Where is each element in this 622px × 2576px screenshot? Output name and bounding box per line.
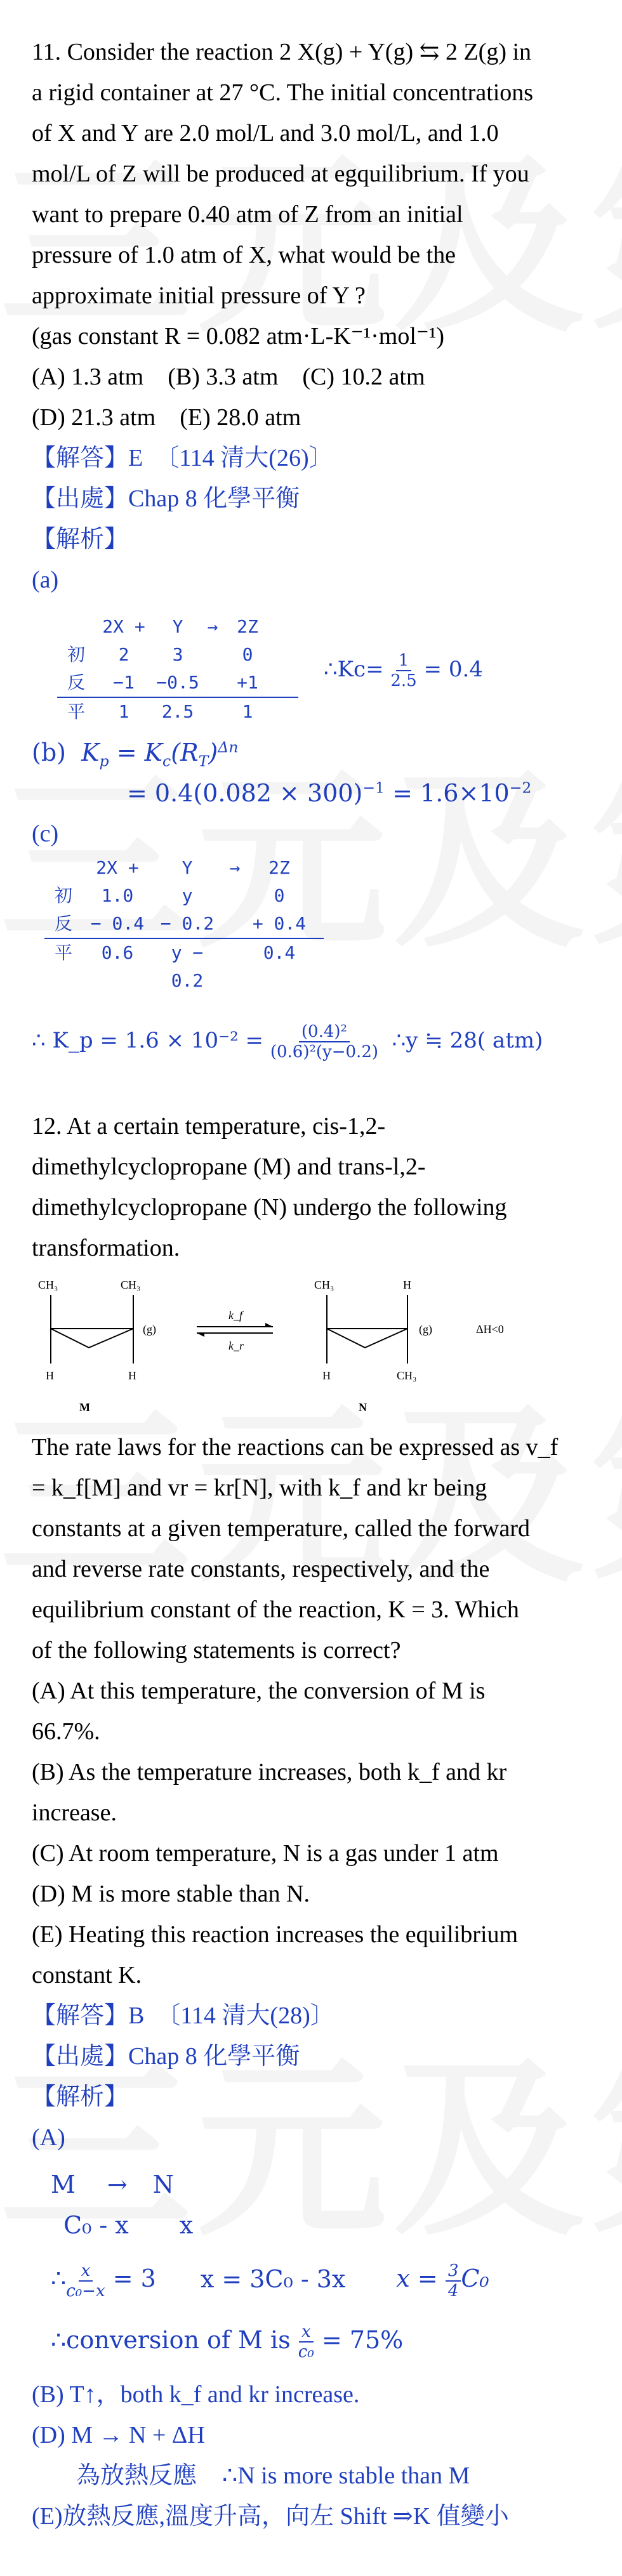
h-label: H xyxy=(322,1369,331,1382)
q12-option: (E) Heating this reaction increases the equilibrium xyxy=(32,1921,519,1948)
q11-line: of X and Y are 2.0 mol/L and 3.0 mol/L, and 1.0 xyxy=(32,120,499,147)
gas-label: (g) xyxy=(143,1323,156,1336)
q12-body-line: = k_f[M] and vr = kr[N], with k_f and kr being xyxy=(32,1475,487,1501)
option-a: (A) 1.3 atm xyxy=(32,364,144,390)
q12-d-line2: 為放熱反應 ∴N is more stable than M xyxy=(76,2462,470,2489)
q12-body-line: The rate laws for the reactions can be expressed as v_f xyxy=(32,1434,559,1461)
q11-part-c-result: ∴ K_p = 1.6 × 10⁻² = $\frac{\text{(0.4)²}}{\text{(0.6)²(y−0.2)}}$ ∴y ≒ 28( atm) xyxy=(32,1022,543,1061)
ch3-label: CH₃ xyxy=(38,1278,58,1291)
q11-part-b-line2: = $0.4(0.082 \times 300)^{-1} = 1.6\times 10^{-2}$ xyxy=(127,779,532,807)
q12-a-conversion: ∴conversion of M is $\frac{x}{\text{c₀}}$ = 75% xyxy=(51,2322,404,2362)
q11-line: (gas constant R = 0.082 atm·L-K⁻¹·mol⁻¹) xyxy=(32,323,444,350)
q11-analysis-label: 【解析】 xyxy=(32,526,129,553)
q12-body-line: constants at a given temperature, called the forward xyxy=(32,1515,530,1542)
q12-a-row1: M → N xyxy=(51,2171,175,2198)
q11-line: approximate initial pressure of Y ? xyxy=(32,282,366,309)
ch3-label: CH₃ xyxy=(121,1278,141,1291)
q12-body-line: of the following statements is correct? xyxy=(32,1637,401,1664)
gas-label: (g) xyxy=(419,1323,432,1336)
q12-b-line: (B) T↑，both k_f and kr increase. xyxy=(32,2381,360,2408)
option-d: (D) 21.3 atm xyxy=(32,404,156,431)
label-n: N xyxy=(359,1401,367,1414)
ch3-label: CH₃ xyxy=(314,1278,334,1291)
q11-line: want to prepare 0.40 atm of Z from an initial xyxy=(32,201,463,228)
q12-option: (A) At this temperature, the conversion of M is xyxy=(32,1678,486,1704)
q11-line: 11. Consider the reaction 2 X(g) + Y(g) ⇆ 2 Z(g) in xyxy=(32,39,532,65)
kr-label: k_r xyxy=(228,1339,244,1352)
q11-part-c-label: (c) xyxy=(32,820,59,847)
q12-option: (C) At room temperature, N is a gas under 1 atm xyxy=(32,1840,499,1867)
q11-options-row2 xyxy=(32,397,597,438)
q11-line: a rigid container at 27 °C. The initial concentrations xyxy=(32,79,534,106)
reaction-scheme-svg xyxy=(32,1275,590,1421)
q11-line: mol/L of Z will be produced at egquilibrium. If you xyxy=(32,161,529,187)
kf-label: k_f xyxy=(228,1309,242,1322)
q11-options-row1 xyxy=(32,357,597,397)
q12-answer: 【解答】B 〔114 清大(28)〕 xyxy=(32,2002,334,2029)
q12-a-eq-row: ∴ $\frac{x}{\text{c₀−x}}$ = 3 x = 3C₀ - 3x x = $\frac{3}{4}$ C₀ xyxy=(51,2261,489,2301)
q12-option: 66.7%. xyxy=(32,1718,100,1745)
h-label: H xyxy=(46,1369,54,1382)
h-label: H xyxy=(128,1369,136,1382)
q11-answer: 【解答】E 〔114 清大(26)〕 xyxy=(32,445,333,471)
q12-part-a-label: (A) xyxy=(32,2124,65,2151)
kc-result: ∴Kc= $\frac{1}{2.5}$ = 0.4 xyxy=(324,650,483,690)
q12-a-row2: C₀ - x x xyxy=(63,2211,194,2239)
reaction-scheme xyxy=(32,1275,597,1421)
h-label: H xyxy=(403,1278,411,1291)
option-b: (B) 3.3 atm xyxy=(168,364,279,390)
q11-part-a-label: (a) xyxy=(32,567,59,593)
question-11 xyxy=(32,32,597,1061)
q12-line: dimethylcyclopropane (N) undergo the following xyxy=(32,1194,507,1221)
q12-option: (D) M is more stable than N. xyxy=(32,1881,310,1907)
q12-source: 【出處】Chap 8 化學平衡 xyxy=(32,2043,300,2070)
q12-line: transformation. xyxy=(32,1235,180,1261)
q12-option: constant K. xyxy=(32,1962,142,1988)
q11-part-b: (b) $K_p = K_c(R_T)^{\Delta n}$ xyxy=(32,738,239,770)
q12-line: 12. At a certain temperature, cis-1,2- xyxy=(32,1113,386,1140)
q12-analysis-label: 【解析】 xyxy=(32,2084,129,2110)
q11-source: 【出處】Chap 8 化學平衡 xyxy=(32,485,300,512)
ice-table-a-block xyxy=(57,613,597,726)
option-c: (C) 10.2 atm xyxy=(302,364,425,390)
q12-option: increase. xyxy=(32,1799,117,1826)
ice-table-a: 2X + Y → 2Z 初 2 3 0 反 −1 −0.5 +1 平 1 2.5 1 xyxy=(57,613,298,726)
ch3-label: CH₃ xyxy=(397,1369,417,1382)
q12-e-line: (E)放熱反應,溫度升高，向左 Shift ⇒K 值變小 xyxy=(32,2503,509,2530)
label-m: M xyxy=(79,1401,90,1414)
q12-d-line: (D) M → N + ΔH xyxy=(32,2422,205,2448)
q12-line: dimethylcyclopropane (M) and trans-l,2- xyxy=(32,1153,426,1180)
option-e: (E) 28.0 atm xyxy=(180,404,301,431)
ice-table-c: 2X + Y → 2Z 初 1.0 y 0 反 − 0.4 − 0.2 + 0.4 平 0.6 y − 0.2 0.4 xyxy=(44,854,324,995)
question-12 xyxy=(32,1106,597,2537)
enthalpy-label: ΔH<0 xyxy=(476,1323,504,1336)
q12-body-line: equilibrium constant of the reaction, K = 3. Which xyxy=(32,1596,519,1623)
q12-body-line: and reverse rate constants, respectively, and the xyxy=(32,1556,490,1582)
q12-option: (B) As the temperature increases, both k_f and kr xyxy=(32,1759,507,1785)
q11-line: pressure of 1.0 atm of X, what would be the xyxy=(32,242,456,268)
